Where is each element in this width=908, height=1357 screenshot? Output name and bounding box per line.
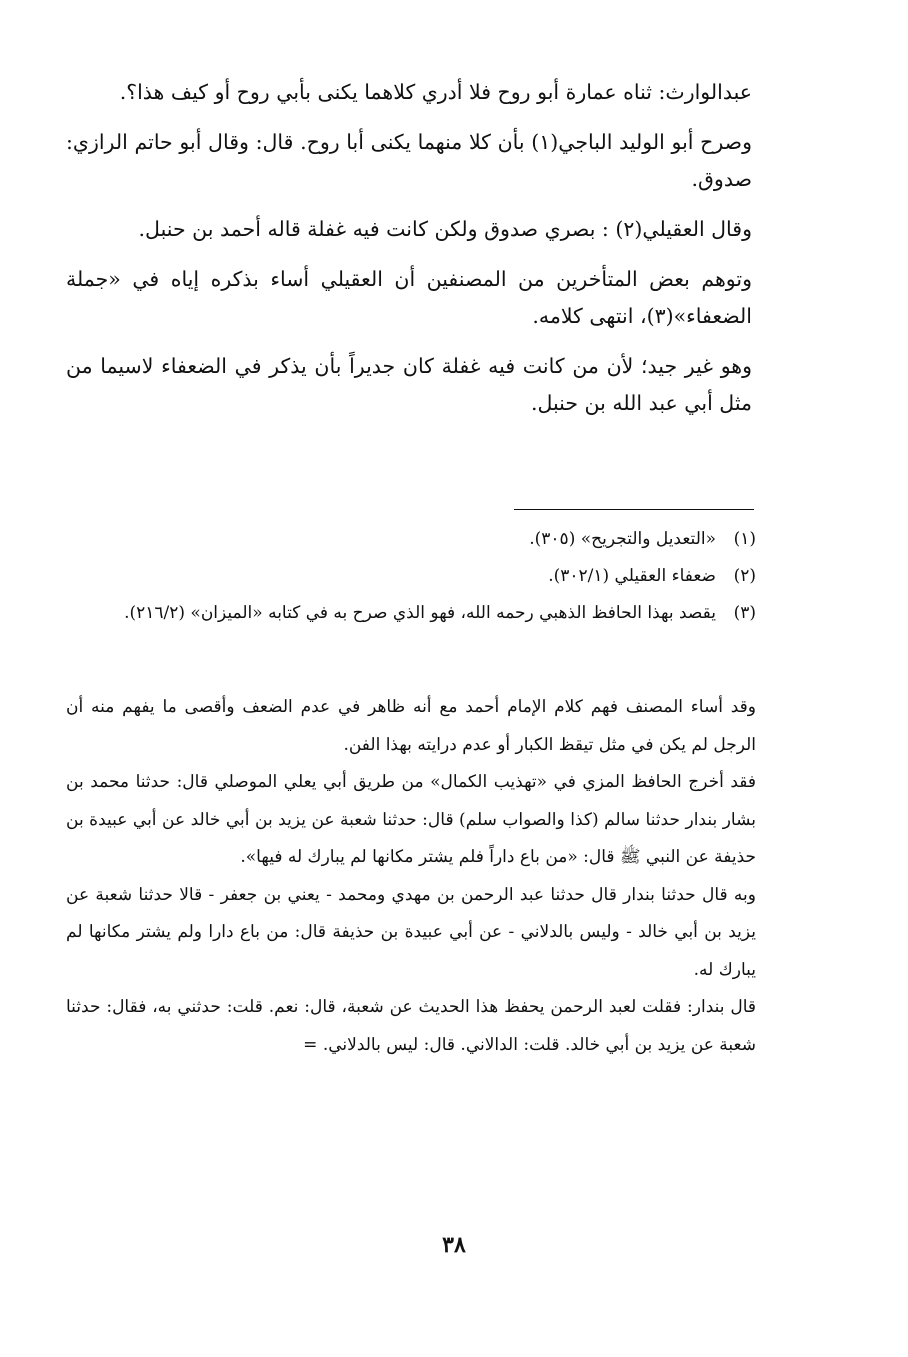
commentary-paragraph: وقد أساء المصنف فهم كلام الإمام أحمد مع أنه ظاهر في عدم الضعف وأقصى ما يفهم منه أن الرجل لم يكن في مثل تيقظ الكبار أو عدم درايته بهذا الفن. <box>66 697 756 755</box>
commentary-paragraph: قال بندار: فقلت لعبد الرحمن يحفظ هذا الحديث عن شعبة، قال: نعم. قلت: حدثني به، فقال: حدثنا شعبة عن يزيد بن أبي خالد. قلت: الدالاني. قال: ليس بالدلاني. = <box>66 997 756 1055</box>
main-paragraph: وصرح أبو الوليد الباجي(١) بأن كلا منهما يكنى أبا روح. قال: وقال أبو حاتم الرازي: صدوق. <box>66 130 752 191</box>
footnote-item <box>66 559 756 594</box>
commentary-paragraph: وبه قال حدثنا بندار قال حدثنا عبد الرحمن بن مهدي ومحمد - يعني بن جعفر - قالا حدثنا شعبة عن يزيد بن أبي خالد - وليس بالدلاني - عن أبي عبيدة بن حذيفة قال: من باع دارا ولم يشتر مكانها لم يبارك له. <box>66 884 756 980</box>
main-paragraph: وهو غير جيد؛ لأن من كانت فيه غفلة كان جديراً بأن يذكر في الضعفاء لاسيما من مثل أبي عبد الله بن حنبل. <box>66 354 752 415</box>
main-paragraph: عبدالوارث: ثناه عمارة أبو روح فلا أدري كلاهما يكنى بأبي روح أو كيف هذا؟. <box>119 80 752 104</box>
commentary-block <box>66 689 756 1064</box>
footnote-text: ضعفاء العقيلي (٣٠٢/١). <box>548 566 716 586</box>
main-paragraph: وقال العقيلي(٢) : بصري صدوق ولكن كانت فيه غفلة قاله أحمد بن حنبل. <box>138 217 752 241</box>
main-text-block <box>66 74 752 435</box>
footnote-item <box>66 596 756 631</box>
footnote-number: (١) <box>733 529 756 549</box>
footnote-number: (٢) <box>733 566 756 586</box>
footnote-number: (٣) <box>733 603 756 623</box>
main-paragraph: وتوهم بعض المتأخرين من المصنفين أن العقيلي أساء بذكره إياه في «جملة الضعفاء»(٣)، انتهى كلامه. <box>66 267 752 328</box>
footnote-divider <box>514 509 754 510</box>
footnote-item <box>66 522 756 557</box>
footnote-text: «التعديل والتجريح» (٣٠٥). <box>529 529 716 549</box>
footnotes-block <box>66 522 756 633</box>
page-number: ٣٨ <box>442 1232 466 1258</box>
footnote-text: يقصد بهذا الحافظ الذهبي رحمه الله، فهو الذي صرح به في كتابه «الميزان» (٢١٦/٢). <box>124 603 716 623</box>
commentary-paragraph: فقد أخرج الحافظ المزي في «تهذيب الكمال» من طريق أبي يعلي الموصلي قال: حدثنا محمد بن بشار بندار حدثنا سالم (كذا والصواب سلم) قال: حدثنا شعبة عن يزيد بن أبي خالد عن أبي عبيدة بن حذيفة عن النبي ﷺ قال: «من باع داراً فلم يشتر مكانها لم يبارك له فيها». <box>66 772 756 867</box>
